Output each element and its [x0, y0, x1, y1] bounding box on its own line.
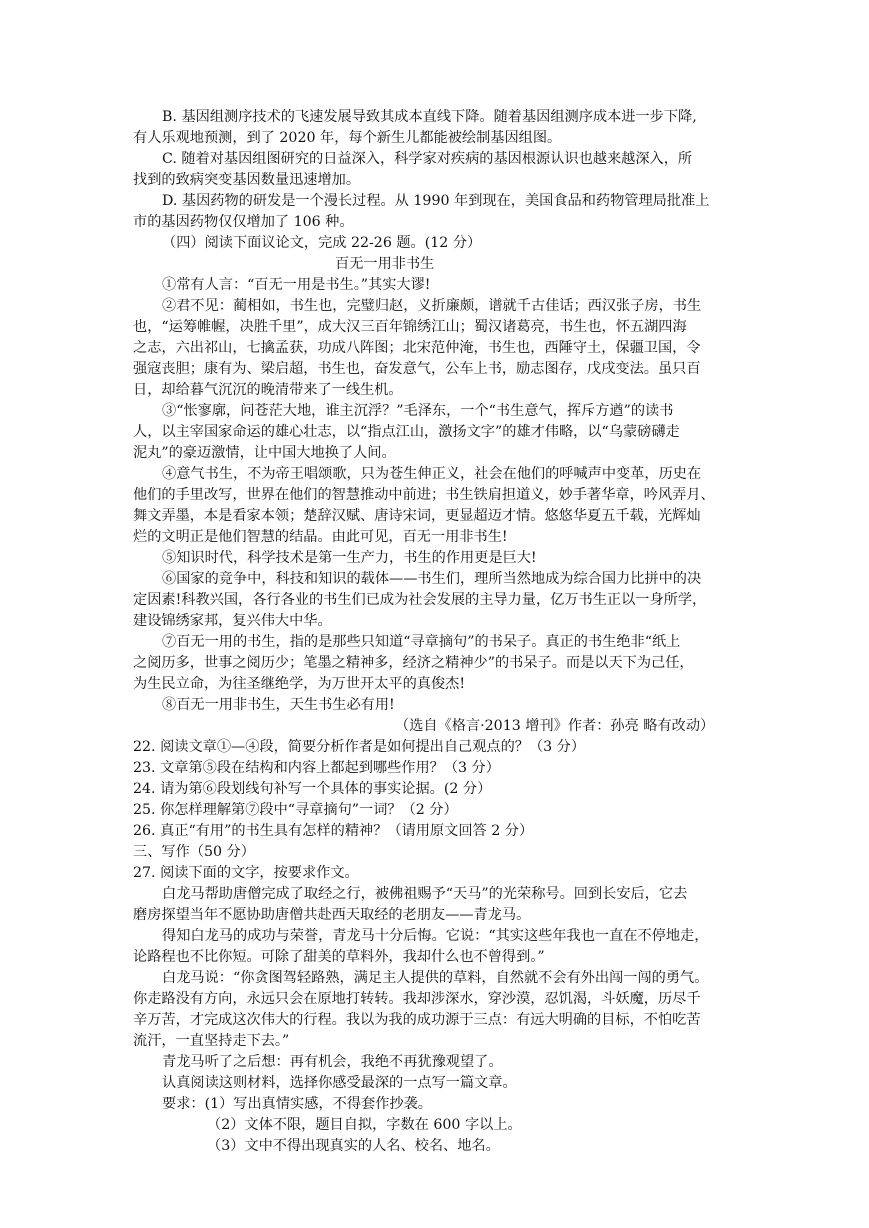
question-26: 26. 真正“有用”的书生具有怎样的精神？（请用原文回答 2 分）	[133, 823, 534, 839]
paragraph-7-line-3: 为生民立命，为往圣继绝学，为万世开太平的真俊杰!	[133, 676, 466, 692]
paragraph-3-line-1: ③“怅寥廓，问苍茫大地，谁主沉浮？”毛泽东，一个“书生意气，挥斥方遒”的读书	[162, 403, 674, 419]
paragraph-2-line-4: 强寇丧胆；康有为、梁启超，书生也，奋发意气，公车上书，励志图存，戊戌变法。虽只百	[133, 361, 701, 377]
material-paragraph-1-line-1: 白龙马帮助唐僧完成了取经之行，被佛祖赐予“天马”的光荣称号。回到长安后，它去	[162, 886, 688, 902]
paragraph-4-line-4: 烂的文明正是他们智慧的结晶。由此可见，百无一用非书生!	[133, 529, 508, 545]
paragraph-2-line-1: ②君不见：蔺相如，书生也，完璧归赵，义折廉颇，谱就千古佳话；西汉张子房，书生	[162, 298, 702, 314]
paragraph-6-line-1: ⑥国家的竞争中，科技和知识的载体——书生们，理所当然地成为综合国力比拼中的决	[162, 571, 702, 587]
option-b-line-1: B. 基因组测序技术的飞速发展导致其成本直线下降。随着基因组测序成本进一步下降,	[162, 109, 697, 125]
paragraph-6-line-3: 建设锦绣家邦，复兴伟大中华。	[133, 613, 332, 629]
question-23: 23. 文章第⑤段在结构和内容上都起到哪些作用？（3 分）	[133, 760, 500, 776]
question-22: 22. 阅读文章①—④段，简要分析作者是如何提出自己观点的？（3 分）	[133, 739, 586, 755]
material-paragraph-4: 青龙马听了之后想：再有机会，我绝不再犹豫观望了。	[162, 1054, 503, 1070]
paragraph-2-line-5: 日，却给暮气沉沉的晚清带来了一线生机。	[133, 382, 403, 398]
option-c-line-1: C. 随着对基因组图研究的日益深入，科学家对疾病的基因根源认识也越来越深入，所	[162, 151, 693, 167]
option-d-line-1: D. 基因药物的研发是一个漫长过程。从 1990 年到现在，美国食品和药物管理局批准上	[162, 193, 710, 209]
option-c-line-2: 找到的致病突变基因数量迅速增加。	[133, 172, 361, 188]
option-d-line-2: 市的基因药物仅仅增加了 106 种。	[133, 214, 354, 230]
question-24: 24. 请为第⑥段划线句补写一个具体的事实论据。(2 分）	[133, 781, 492, 797]
material-paragraph-3-line-2: 你走路没有方向，永远只会在原地打转转。我却涉深水，穿沙漠，忍饥渴，斗妖魔，历尽千	[133, 991, 701, 1007]
source-citation: （选自《格言·2013 增刊》作者：孙亮 略有改动）	[395, 718, 715, 734]
paragraph-4-line-1: ④意气书生，不为帝王唱颂歌，只为苍生伸正义，社会在他们的呼喊声中变革，历史在	[162, 466, 702, 482]
paragraph-2-line-2: 也，“运筹帷幄，决胜千里”，成大汉三百年锦绣江山；蜀汉诸葛亮，书生也，怀五湖四海	[133, 319, 687, 335]
paragraph-7-line-1: ⑦百无一用的书生，指的是那些只知道“寻章摘句”的书呆子。真正的书生绝非“纸上	[162, 634, 681, 650]
material-paragraph-2-line-1: 得知白龙马的成功与荣誉，青龙马十分后悔。它说：“其实这些年我也一直在不停地走，	[162, 928, 709, 944]
paragraph-6-line-2: 定因素!科教兴国，各行各业的书生们已成为社会发展的主导力量，亿万书生正以一身所学，	[133, 592, 707, 608]
essay-title: 百无一用非书生	[335, 256, 435, 272]
paragraph-2-line-3: 之志，六出祁山，七擒孟获，功成八阵图；北宋范仲淹，书生也，西陲守土，保疆卫国，令	[133, 340, 701, 356]
paragraph-4-line-3: 舞文弄墨，本是看家本领；楚辞汉赋、唐诗宋词，更显超迈才情。悠悠华夏五千载，光辉灿	[133, 508, 701, 524]
paragraph-7-line-2: 之阅历多，世事之阅历少；笔墨之精神多，经济之精神少”的书呆子。而是以天下为己任，	[133, 655, 694, 671]
material-paragraph-2-line-2: 论路程也不比你短。可除了甜美的草料外，我却什么也不曾得到。”	[133, 949, 545, 965]
question-27: 27. 阅读下面的文字，按要求作文。	[133, 865, 359, 881]
material-paragraph-1-line-2: 磨房探望当年不愿协助唐僧共赴西天取经的老朋友——青龙马。	[133, 907, 531, 923]
paragraph-3-line-3: 泥丸”的豪迈激情，让中国大地换了人间。	[133, 445, 396, 461]
writing-instruction: 认真阅读这则材料，选择你感受最深的一点写一篇文章。	[162, 1075, 517, 1091]
material-paragraph-3-line-3: 辛万苦，才完成这次伟大的行程。我以为我的成功源于三点：有远大明确的目标，不怕吃苦	[133, 1012, 701, 1028]
material-paragraph-3-line-4: 流汗，一直坚持走下去。”	[133, 1033, 290, 1049]
paragraph-5: ⑤知识时代，科学技术是第一生产力，书生的作用更是巨大!	[162, 550, 537, 566]
section-writing-heading: 三、写作（50 分）	[133, 844, 255, 860]
requirement-2: （2）文体不限，题目自拟，字数在 600 字以上。	[207, 1117, 522, 1133]
question-25: 25. 你怎样理解第⑦段中“寻章摘句”一词？（2 分）	[133, 802, 458, 818]
paragraph-3-line-2: 人，以主宰国家命运的雄心壮志，以“指点江山，激扬文字”的雄才伟略，以“乌蒙磅礴走	[133, 424, 680, 440]
paragraph-1: ①常有人言：“百无一用是书生。”其实大谬!	[162, 277, 431, 293]
material-paragraph-3-line-1: 白龙马说：“你贪图驾轻路熟，满足主人提供的草料，自然就不会有外出闯一闯的勇气。	[162, 970, 709, 986]
section-four-heading: （四）阅读下面议论文，完成 22-26 题。(12 分）	[162, 235, 482, 251]
paragraph-4-line-2: 他们的手里改写，世界在他们的智慧推动中前进；书生铁肩担道义，妙手著华章，吟风弄月、	[133, 487, 715, 503]
requirement-3: （3）文中不得出现真实的人名、校名、地名。	[207, 1138, 500, 1154]
requirement-1: 要求：(1）写出真情实感，不得套作抄袭。	[162, 1096, 432, 1112]
option-b-line-2: 有人乐观地预测，到了 2020 年，每个新生儿都能被绘制基因组图。	[133, 130, 562, 146]
paragraph-8: ⑧百无一用非书生，天生书生必有用!	[162, 697, 395, 713]
